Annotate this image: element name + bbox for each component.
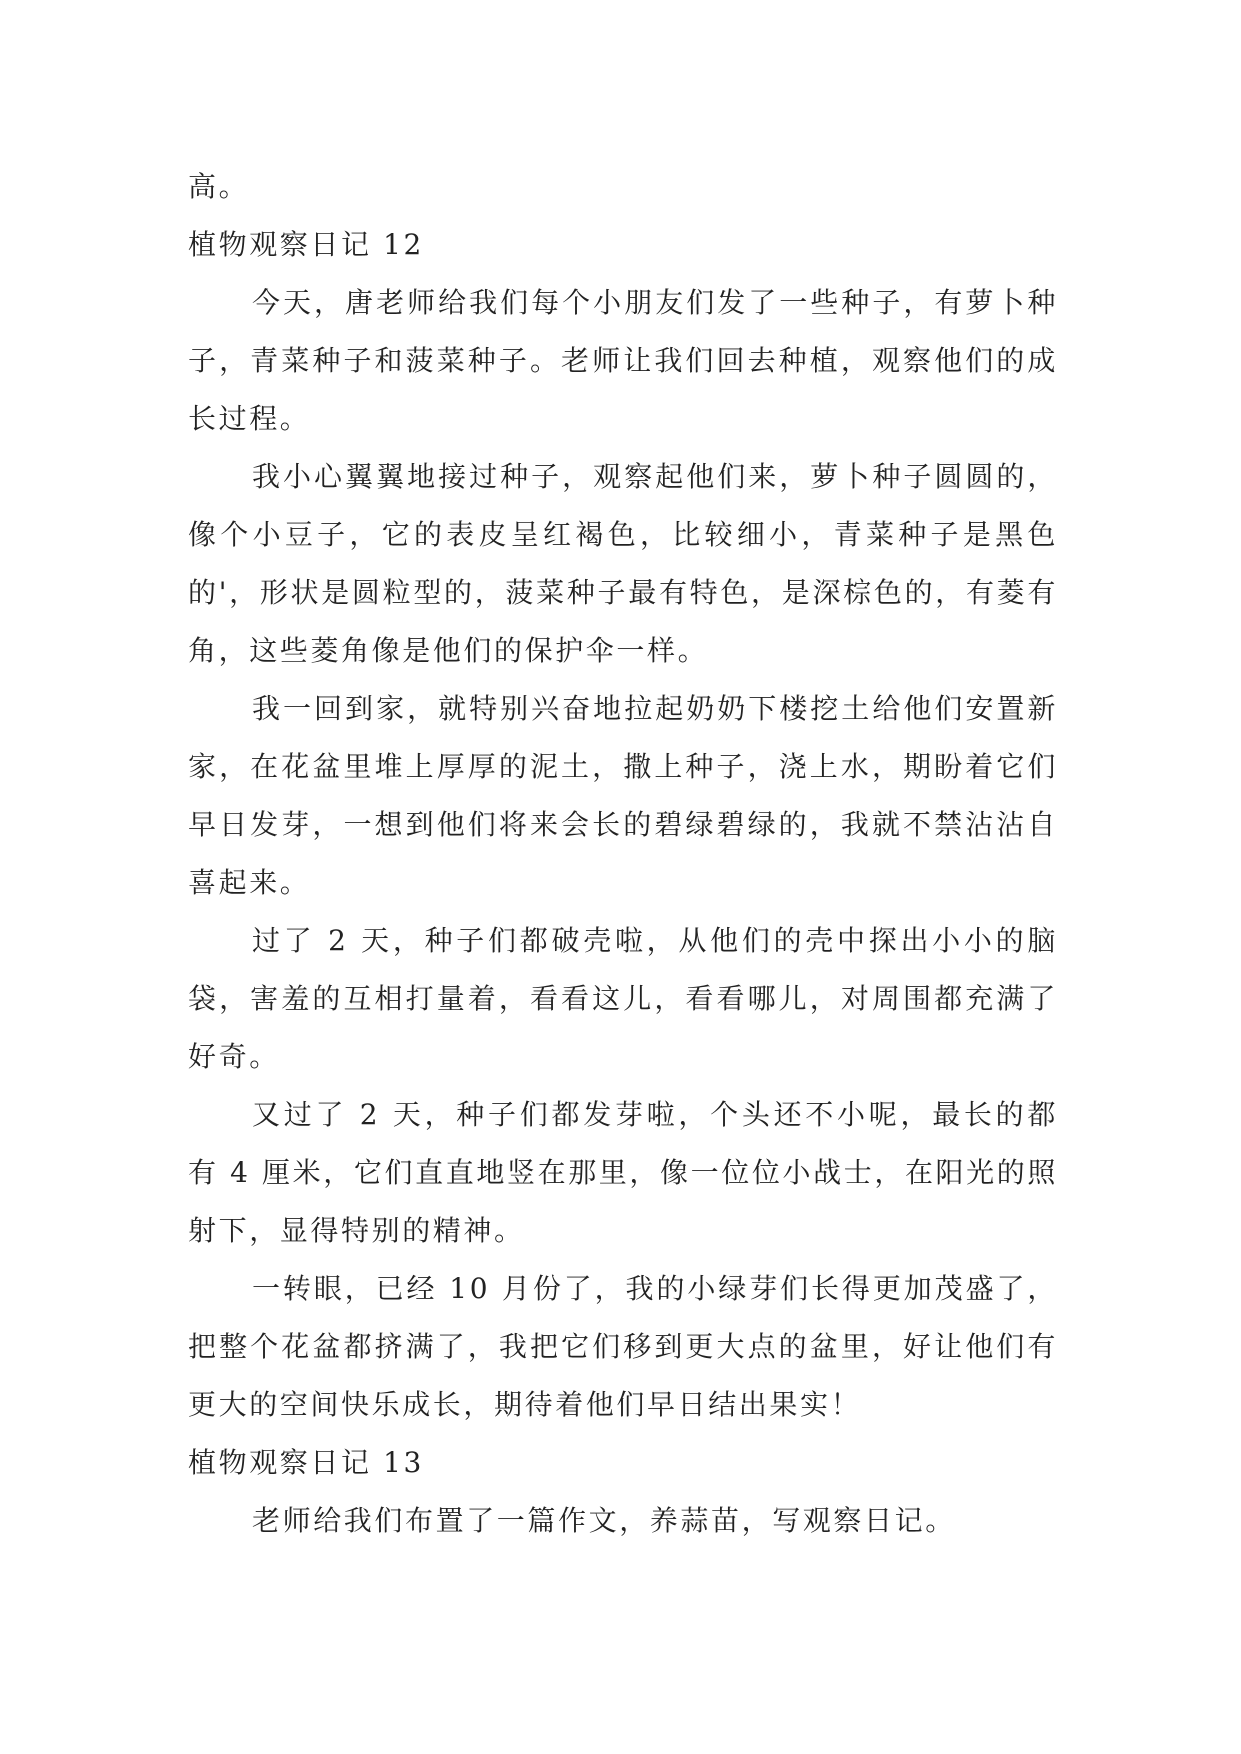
paragraph: 我一回到家，就特别兴奋地拉起奶奶下楼挖土给他们安置新家，在花盆里堆上厚厚的泥土，撒上种子，浇上水，期盼着它们早日发芽，一想到他们将来会长的碧绿碧绿的，我就不禁沾沾自喜起来。 [188,692,1058,899]
section-heading-13: 植物观察日记 13 [188,1446,424,1479]
continuation-line: 高。 [188,170,250,203]
document-body [188,158,1058,1550]
paragraph: 又过了 2 天，种子们都发芽啦，个头还不小呢，最长的都有 4 厘米，它们直直地竖在那里，像一位位小战士，在阳光的照射下，显得特别的精神。 [188,1098,1058,1247]
paragraph: 今天，唐老师给我们每个小朋友们发了一些种子，有萝卜种子，青菜种子和菠菜种子。老师让我们回去种植，观察他们的成长过程。 [188,286,1058,435]
paragraph: 我小心翼翼地接过种子，观察起他们来，萝卜种子圆圆的，像个小豆子，它的表皮呈红褐色，比较细小，青菜种子是黑色的'，形状是圆粒型的，菠菜种子最有特色，是深棕色的，有菱有角，这些菱角像是他们的保护伞一样。 [188,460,1058,667]
paragraph: 一转眼，已经 10 月份了，我的小绿芽们长得更加茂盛了，把整个花盆都挤满了，我把它们移到更大点的盆里，好让他们有更大的空间快乐成长，期待着他们早日结出果实！ [188,1272,1058,1421]
paragraph: 过了 2 天，种子们都破壳啦，从他们的壳中探出小小的脑袋，害羞的互相打量着，看看这儿，看看哪儿，对周围都充满了好奇。 [188,924,1058,1073]
section-heading-12: 植物观察日记 12 [188,228,424,261]
paragraph: 老师给我们布置了一篇作文，养蒜苗，写观察日记。 [252,1504,956,1537]
